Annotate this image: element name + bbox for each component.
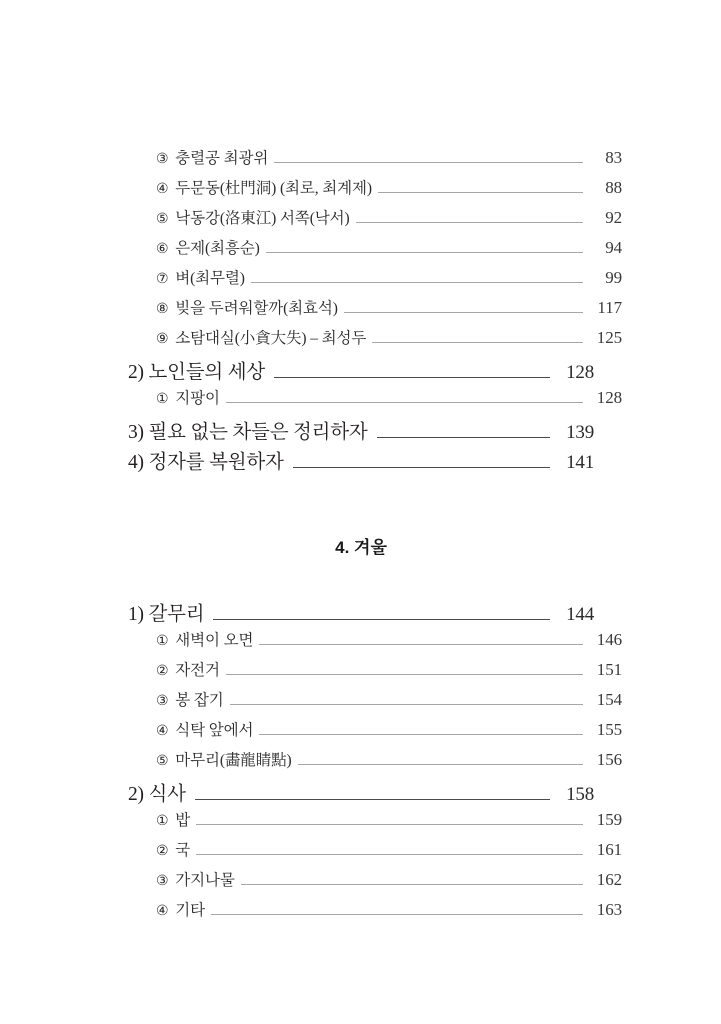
toc-leader-rule xyxy=(259,644,583,645)
toc-entry-label xyxy=(156,206,350,228)
toc-entry[interactable] xyxy=(156,326,622,356)
toc-entry-title: 빚을 두려워할까(최효석) xyxy=(171,300,338,317)
toc-page-number: 92 xyxy=(605,208,622,227)
toc-entry-marker: ④ xyxy=(156,904,169,919)
toc-leader-rule xyxy=(344,312,583,313)
toc-entry-title: 낙동강(洛東江) 서쪽(낙서) xyxy=(171,210,350,227)
toc-leader-rule xyxy=(293,467,550,468)
toc-leader-rule xyxy=(298,764,583,765)
toc-entry-label xyxy=(156,748,292,770)
toc-leader-rule xyxy=(195,799,550,800)
toc-entry[interactable] xyxy=(156,176,622,206)
toc-page-number: 158 xyxy=(566,784,594,805)
toc-entry-title: 은제(최흥순) xyxy=(171,240,260,257)
toc-leader-rule xyxy=(196,854,583,855)
toc-leader-rule xyxy=(274,162,583,163)
toc-page-number: 128 xyxy=(566,362,594,383)
toc-entry-title: 새벽이 오면 xyxy=(171,632,254,649)
toc-page-number: 139 xyxy=(566,422,594,443)
toc-entry-marker: ③ xyxy=(156,874,169,889)
toc-entry-label xyxy=(128,416,370,444)
toc-leader-rule xyxy=(266,252,583,253)
toc-entry-label xyxy=(128,446,286,474)
toc-entry-title: 필요 없는 차들은 정리하자 xyxy=(143,422,368,443)
toc-entry-marker: ④ xyxy=(156,724,169,739)
toc-entry-title: 기타 xyxy=(171,902,205,919)
toc-entry[interactable] xyxy=(156,868,622,898)
toc-entry-label xyxy=(156,296,338,318)
toc-entry[interactable] xyxy=(156,296,622,326)
toc-entry[interactable] xyxy=(156,808,622,838)
toc-entry-title: 식사 xyxy=(143,784,186,805)
heading-spacer-top xyxy=(128,476,594,533)
toc-entry-title: 자전거 xyxy=(171,662,220,679)
toc-leader-rule xyxy=(274,377,550,378)
toc-entry[interactable] xyxy=(156,386,622,416)
toc-entry[interactable] xyxy=(128,778,594,808)
toc-leader-rule xyxy=(230,704,583,705)
table-of-contents xyxy=(128,146,622,928)
toc-entry[interactable] xyxy=(156,206,622,236)
toc-entry[interactable] xyxy=(156,236,622,266)
toc-entry-marker: 1) xyxy=(128,604,144,625)
toc-page-number: 99 xyxy=(605,268,622,287)
toc-page-number: 155 xyxy=(596,720,622,739)
toc-page-number: 146 xyxy=(596,630,622,649)
toc-entry-label xyxy=(156,146,268,168)
toc-entry-title: 두문동(杜門洞) (최로, 최계제) xyxy=(171,180,372,197)
toc-entry-marker: 4) xyxy=(128,452,144,473)
toc-entry-label xyxy=(156,718,253,740)
toc-entry-label xyxy=(128,598,206,626)
toc-entry-label xyxy=(156,808,190,830)
toc-leader-rule xyxy=(378,192,583,193)
toc-page-number: 159 xyxy=(596,810,622,829)
toc-entry-title: 지팡이 xyxy=(171,390,220,407)
toc-leader-rule xyxy=(241,884,583,885)
toc-entry-label xyxy=(128,778,188,806)
toc-entry-title: 정자를 복원하자 xyxy=(143,452,284,473)
toc-page-number: 163 xyxy=(596,900,622,919)
toc-entry-label xyxy=(128,356,267,384)
toc-entry[interactable] xyxy=(128,416,594,446)
toc-entry-label xyxy=(156,326,366,348)
toc-page-number: 117 xyxy=(597,298,622,317)
toc-entry-title: 가지나물 xyxy=(171,872,235,889)
toc-entry-marker: ⑦ xyxy=(156,272,169,287)
toc-entry-title: 소탐대실(小貪大失) – 최성두 xyxy=(171,330,367,347)
heading-spacer-bottom xyxy=(128,558,594,598)
toc-entry[interactable] xyxy=(156,628,622,658)
toc-entry-marker: ① xyxy=(156,634,169,649)
toc-leader-rule xyxy=(356,222,583,223)
toc-page-number: 162 xyxy=(596,870,622,889)
toc-page-number: 94 xyxy=(605,238,622,257)
toc-entry[interactable] xyxy=(156,748,622,778)
toc-entry-marker: ④ xyxy=(156,182,169,197)
toc-page-number: 144 xyxy=(566,604,594,625)
toc-page-number: 128 xyxy=(596,388,622,407)
toc-entry-marker: 2) xyxy=(128,362,144,383)
toc-leader-rule xyxy=(251,282,583,283)
toc-entry-marker: ② xyxy=(156,844,169,859)
toc-entry[interactable] xyxy=(156,658,622,688)
toc-leader-rule xyxy=(377,437,550,438)
toc-entry-label xyxy=(156,236,260,258)
toc-entry[interactable] xyxy=(128,446,594,476)
toc-entry-marker: ③ xyxy=(156,694,169,709)
toc-leader-rule xyxy=(226,402,583,403)
toc-entry-marker: ② xyxy=(156,664,169,679)
toc-entry-label xyxy=(156,386,220,408)
toc-leader-rule xyxy=(211,914,583,915)
toc-page-number: 151 xyxy=(596,660,622,679)
toc-entry-title: 봉 잡기 xyxy=(171,692,224,709)
toc-leader-rule xyxy=(259,734,583,735)
toc-entry-marker: ⑤ xyxy=(156,212,169,227)
toc-entry[interactable] xyxy=(156,838,622,868)
toc-entry-title: 밥 xyxy=(171,812,191,829)
toc-entry-label xyxy=(156,688,224,710)
toc-entry-title: 식탁 앞에서 xyxy=(171,722,254,739)
toc-entry-label xyxy=(156,628,253,650)
toc-page-number: 141 xyxy=(566,452,594,473)
toc-leader-rule xyxy=(213,619,550,620)
toc-page-number: 161 xyxy=(596,840,622,859)
toc-page-number: 83 xyxy=(605,148,622,167)
toc-entry-title: 마무리(畵龍睛點) xyxy=(171,752,292,769)
toc-entry-marker: ⑨ xyxy=(156,332,169,347)
toc-entry-marker: ⑧ xyxy=(156,302,169,317)
toc-entry[interactable] xyxy=(156,146,622,176)
toc-entry-marker: ③ xyxy=(156,152,169,167)
toc-entry[interactable] xyxy=(128,356,594,386)
toc-page-number: 156 xyxy=(596,750,622,769)
toc-page-number: 154 xyxy=(596,690,622,709)
toc-entry-label xyxy=(156,898,205,920)
toc-entry-label xyxy=(156,868,235,890)
toc-entry[interactable] xyxy=(156,266,622,296)
toc-entry[interactable] xyxy=(156,718,622,748)
section-heading: 4. 겨울 xyxy=(335,538,387,557)
toc-entry-marker: ⑤ xyxy=(156,754,169,769)
toc-entry-title: 노인들의 세상 xyxy=(143,362,266,383)
toc-entry-label xyxy=(156,266,245,288)
toc-entry[interactable] xyxy=(156,898,622,928)
toc-entry-marker: ① xyxy=(156,392,169,407)
toc-leader-rule xyxy=(226,674,583,675)
toc-entry-marker: ① xyxy=(156,814,169,829)
toc-entry-marker: 3) xyxy=(128,422,144,443)
toc-page-number: 88 xyxy=(605,178,622,197)
toc-entry-marker: ⑥ xyxy=(156,242,169,257)
toc-entry-label xyxy=(156,176,372,198)
toc-entry-title: 충렬공 최광위 xyxy=(171,150,269,167)
toc-entry-label xyxy=(156,838,190,860)
toc-entry[interactable] xyxy=(156,688,622,718)
toc-entry-label xyxy=(156,658,220,680)
toc-leader-rule xyxy=(372,342,583,343)
toc-entry-marker: 2) xyxy=(128,784,144,805)
toc-entry-title: 갈무리 xyxy=(143,604,205,625)
toc-page-number: 125 xyxy=(596,328,622,347)
toc-leader-rule xyxy=(196,824,583,825)
toc-entry[interactable] xyxy=(128,598,594,628)
toc-entry-title: 벼(최무렬) xyxy=(171,270,245,287)
toc-entry-title: 국 xyxy=(171,842,191,859)
